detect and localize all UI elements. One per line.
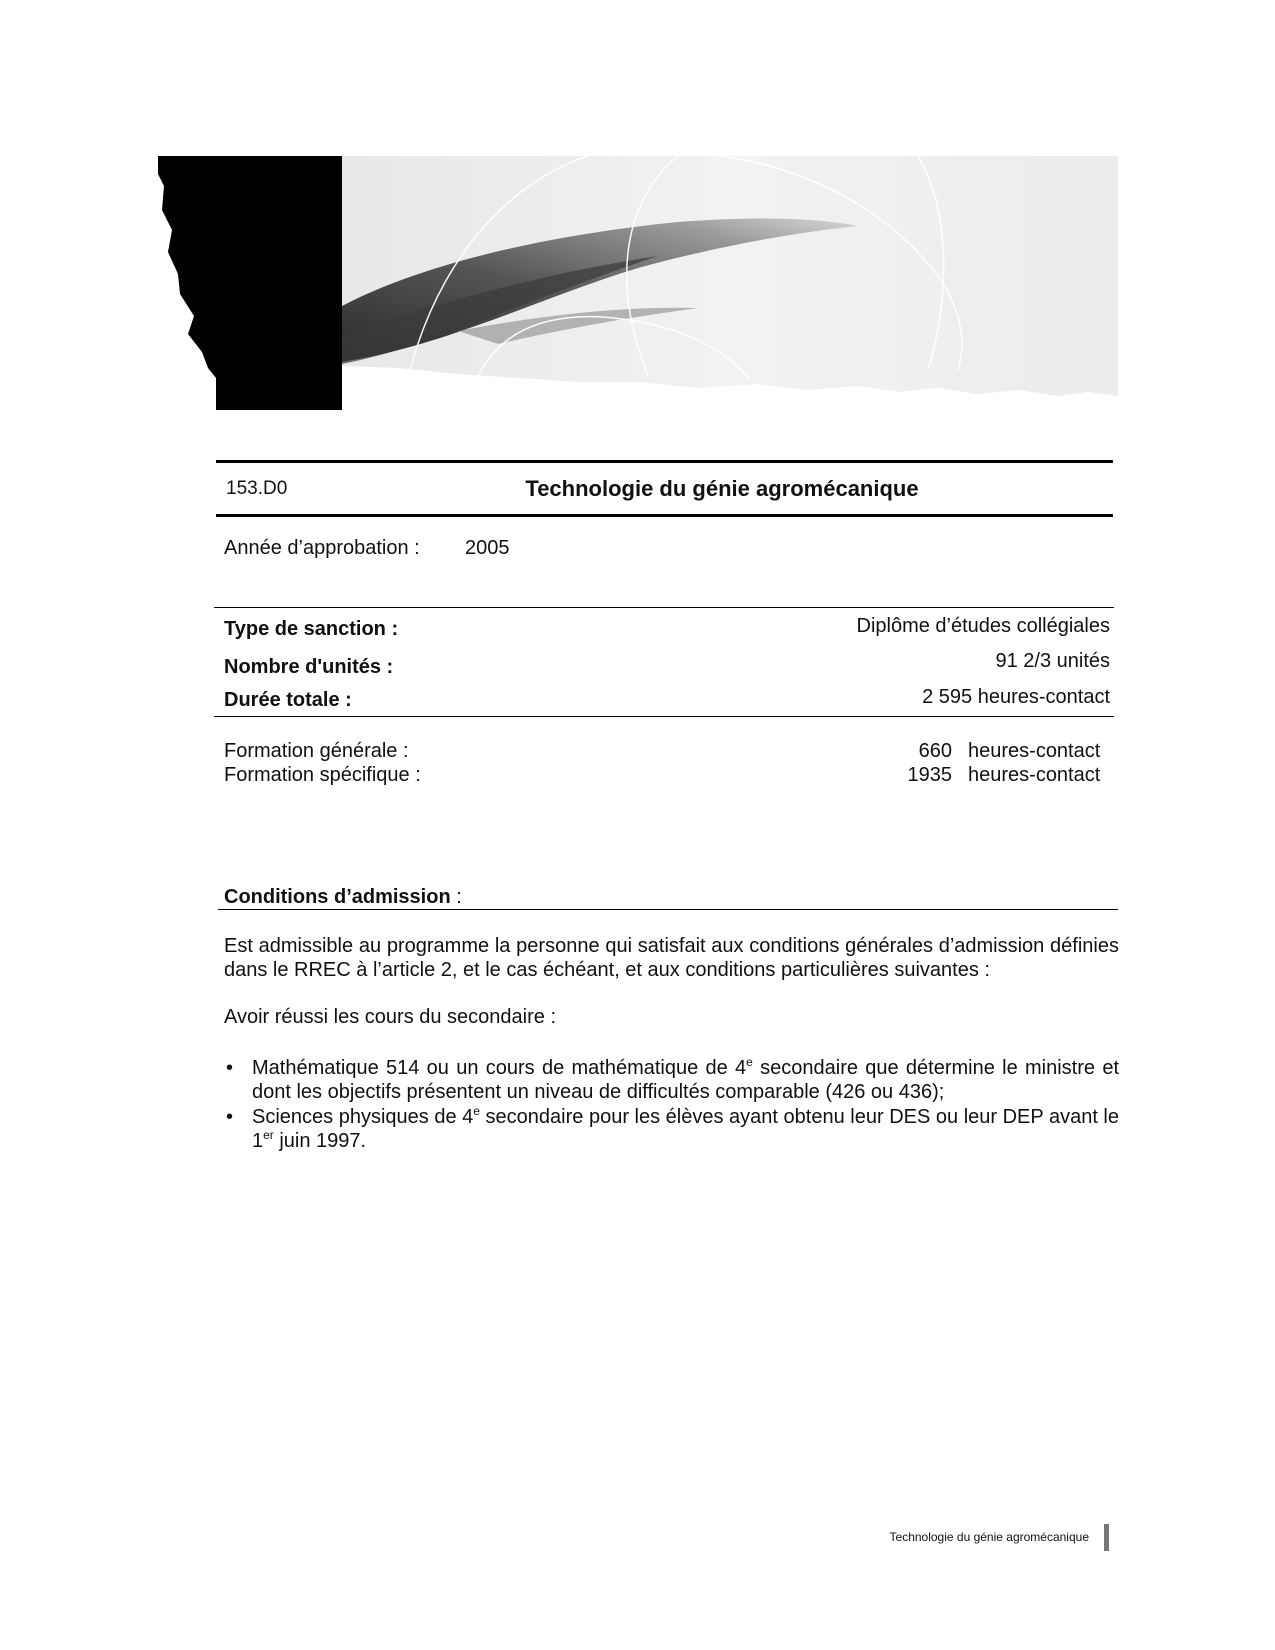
program-title: Technologie du génie agromécanique [525, 476, 919, 501]
page-footer-title: Technologie du génie agromécanique [889, 1530, 1089, 1544]
admission-conditions-rule [218, 909, 1118, 910]
sanction-top-rule [214, 607, 1114, 608]
list-item: • Sciences physiques de 4e secondaire pour les élèves ayant obtenu leur DES ou leur DEP avant le 1er juin 1997. [226, 1104, 1120, 1152]
sanction-type-value: Diplôme d’études collégiales [856, 615, 1110, 637]
bullet-icon: • [226, 1057, 234, 1079]
admission-conditions-heading [224, 886, 462, 909]
list-item: • Mathématique 514 ou un cours de mathématique de 4e secondaire que détermine le ministre et dont les objectifs présentent un niveau de difficultés comparable (426 ou 436); [226, 1055, 1119, 1103]
bullet-icon: • [226, 1106, 234, 1128]
title-top-rule [216, 460, 1113, 463]
sanction-bottom-rule [214, 716, 1114, 717]
general-training-hours: 660 [918, 740, 952, 762]
approval-year: 2005 [465, 537, 510, 559]
admission-conditions-title: Conditions d’admission [224, 886, 451, 908]
admission-requirements-list [224, 1056, 1119, 1154]
duration-label: Durée totale : [224, 689, 352, 711]
admission-intro-paragraph: Est admissible au programme la personne qui satisfait aux conditions générales d’admission définies dans le RREC à l’article 2, et le cas échéant, et aux conditions particulières suivantes : [224, 935, 1119, 981]
units-value: 91 2/3 unités [995, 650, 1110, 672]
header-banner-image [158, 156, 1118, 410]
general-training-label: Formation générale : [224, 740, 409, 762]
specific-training-label: Formation spécifique : [224, 764, 421, 786]
title-bottom-rule [216, 514, 1113, 517]
general-training-unit: heures-contact [968, 740, 1101, 762]
specific-training-hours: 1935 [907, 764, 952, 786]
approval-label: Année d’approbation : [224, 537, 420, 559]
sanction-type-label: Type de sanction : [224, 618, 399, 640]
admission-conditions-colon: : [450, 886, 462, 908]
footer-marker-bar [1104, 1524, 1109, 1551]
units-label: Nombre d'unités : [224, 656, 394, 678]
secondary-courses-subheading: Avoir réussi les cours du secondaire : [224, 1006, 557, 1028]
program-code: 153.D0 [226, 478, 288, 499]
duration-value: 2 595 heures-contact [922, 686, 1110, 708]
specific-training-unit: heures-contact [968, 764, 1101, 786]
